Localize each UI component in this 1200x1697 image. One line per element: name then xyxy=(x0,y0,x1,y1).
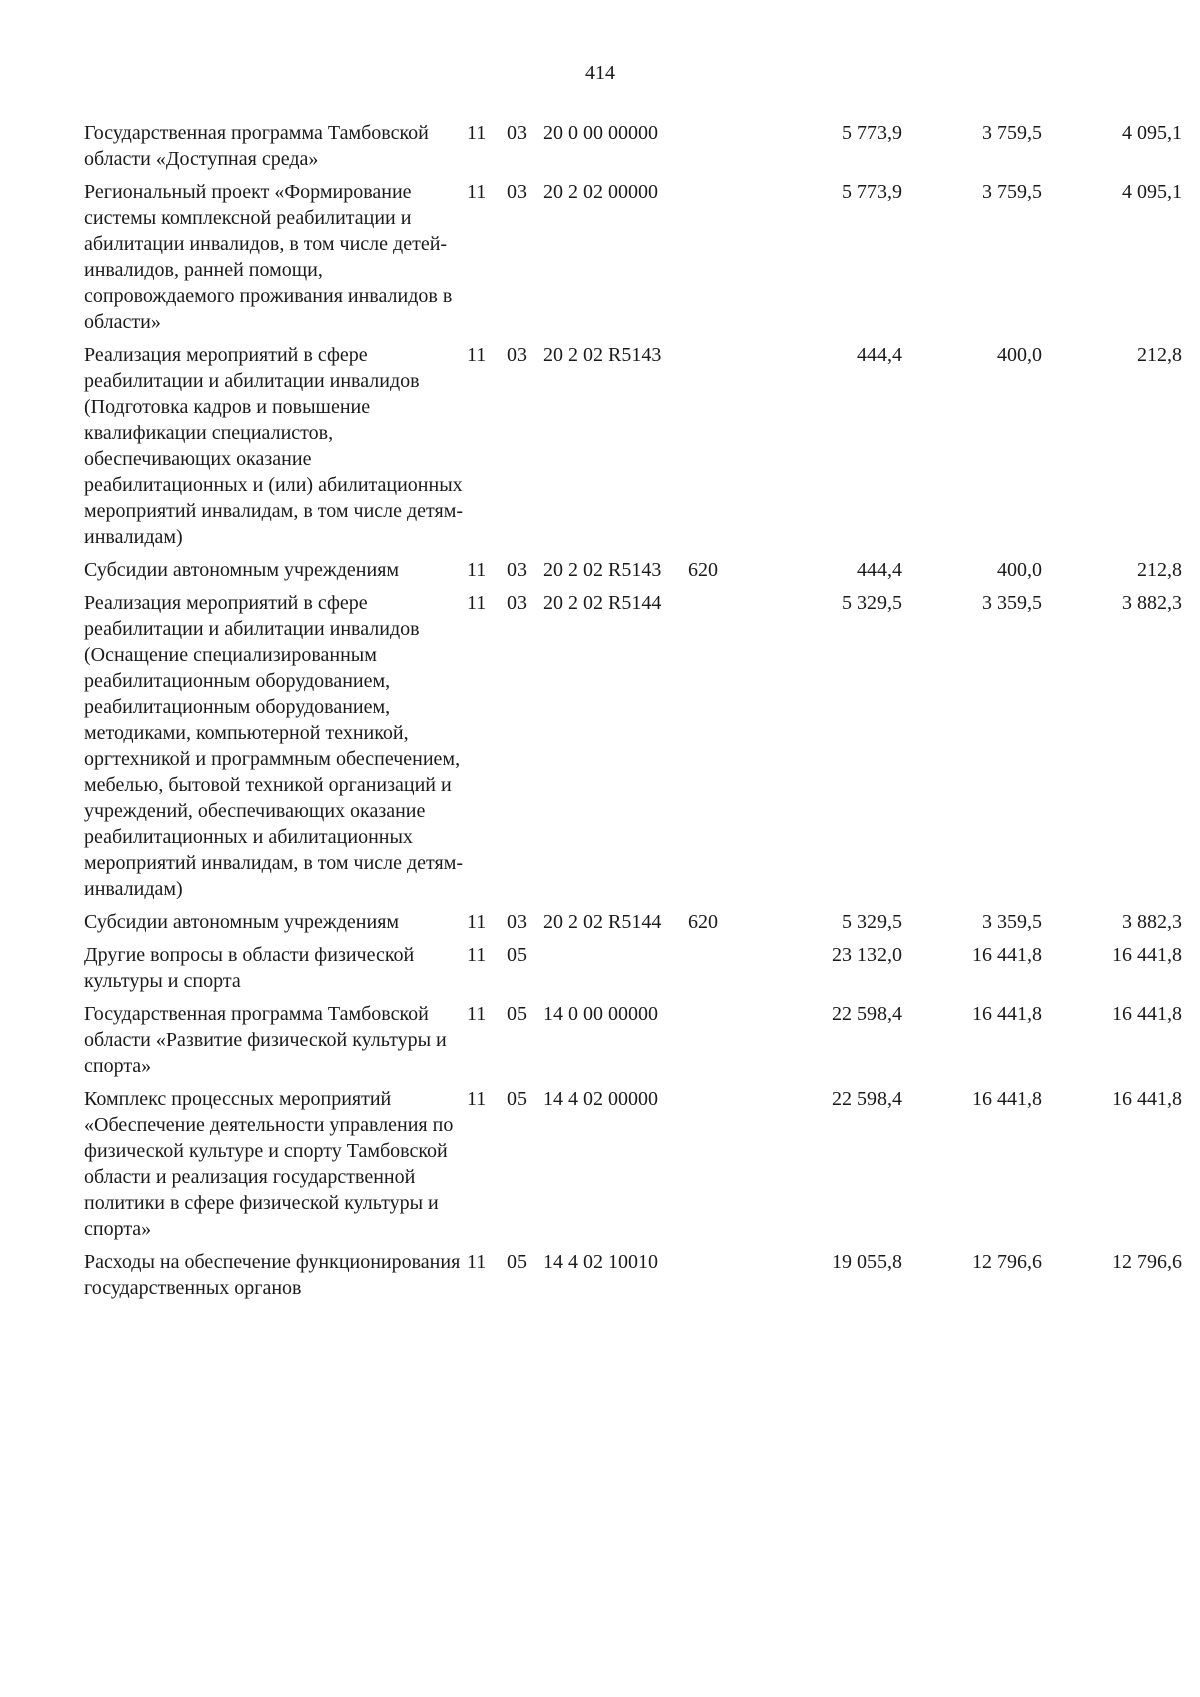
row-expense-type xyxy=(688,942,740,1001)
row-code: 20 2 02 R5143 xyxy=(543,344,662,366)
row-value-1: 5 329,5 xyxy=(842,911,902,933)
row-value-3: 4 095,1 xyxy=(1122,122,1182,144)
row-subsection: 05 xyxy=(507,944,527,966)
table-row xyxy=(84,909,1182,942)
row-expense-type xyxy=(688,1249,740,1308)
row-value-1: 5 329,5 xyxy=(842,592,902,614)
row-subsection: 03 xyxy=(507,911,527,933)
row-code: 20 2 02 R5144 xyxy=(543,592,662,614)
row-section: 11 xyxy=(467,944,487,966)
row-code: 14 4 02 00000 xyxy=(543,1088,658,1110)
row-section: 11 xyxy=(467,911,487,933)
row-section: 11 xyxy=(467,181,487,203)
row-name: Другие вопросы в области физической культуры и спорта xyxy=(84,944,415,992)
row-value-1: 22 598,4 xyxy=(832,1003,902,1025)
row-value-1: 444,4 xyxy=(857,559,902,581)
row-subsection: 03 xyxy=(507,592,527,614)
row-name: Субсидии автономным учреждениям xyxy=(84,559,400,581)
row-name: Комплекс процессных мероприятий «Обеспечение деятельности управления по физической культуре и спорту Тамбовской области и реализация государственной политики в сфере физической культуры и спорта» xyxy=(84,1088,454,1240)
row-value-2: 16 441,8 xyxy=(972,1088,1042,1110)
row-name: Государственная программа Тамбовской области «Доступная среда» xyxy=(84,122,429,170)
table-row xyxy=(84,1249,1182,1308)
row-expense-type: 620 xyxy=(688,911,718,933)
row-value-2: 3 759,5 xyxy=(982,122,1042,144)
row-code xyxy=(543,942,688,1001)
row-section: 11 xyxy=(467,592,487,614)
row-name: Государственная программа Тамбовской области «Развитие физической культуры и спорта» xyxy=(84,1003,447,1077)
row-value-2: 400,0 xyxy=(997,344,1042,366)
row-subsection: 03 xyxy=(507,122,527,144)
row-code: 20 2 02 00000 xyxy=(543,181,658,203)
row-section: 11 xyxy=(467,1088,487,1110)
row-section: 11 xyxy=(467,344,487,366)
row-code: 14 0 00 00000 xyxy=(543,1003,658,1025)
row-section: 11 xyxy=(467,1251,487,1273)
row-value-2: 16 441,8 xyxy=(972,944,1042,966)
row-value-3: 3 882,3 xyxy=(1122,592,1182,614)
row-expense-type xyxy=(688,1001,740,1086)
row-value-3: 212,8 xyxy=(1137,344,1182,366)
row-subsection: 05 xyxy=(507,1251,527,1273)
row-subsection: 03 xyxy=(507,181,527,203)
row-value-3: 4 095,1 xyxy=(1122,181,1182,203)
row-value-1: 19 055,8 xyxy=(832,1251,902,1273)
table-row xyxy=(84,342,1182,557)
row-code: 20 2 02 R5143 xyxy=(543,559,662,581)
table-row xyxy=(84,942,1182,1001)
row-value-1: 23 132,0 xyxy=(832,944,902,966)
row-name: Региональный проект «Формирование системы комплексной реабилитации и абилитации инвалидов, в том числе детей-инвалидов, ранней помощи, сопровождаемого проживания инвалидов в области» xyxy=(84,181,453,333)
row-code: 20 0 00 00000 xyxy=(543,122,658,144)
row-subsection: 03 xyxy=(507,344,527,366)
row-expense-type: 620 xyxy=(688,559,718,581)
row-section: 11 xyxy=(467,559,487,581)
table-row xyxy=(84,120,1182,179)
row-value-3: 16 441,8 xyxy=(1112,1003,1182,1025)
row-section: 11 xyxy=(467,122,487,144)
budget-table xyxy=(84,120,1182,1308)
table-row xyxy=(84,179,1182,342)
page-number: 414 xyxy=(585,62,615,84)
row-value-3: 12 796,6 xyxy=(1112,1251,1182,1273)
row-code: 20 2 02 R5144 xyxy=(543,911,662,933)
row-value-2: 3 359,5 xyxy=(982,592,1042,614)
row-value-2: 400,0 xyxy=(997,559,1042,581)
row-value-3: 212,8 xyxy=(1137,559,1182,581)
row-value-3: 3 882,3 xyxy=(1122,911,1182,933)
row-name: Реализация мероприятий в сфере реабилитации и абилитации инвалидов (Оснащение специализированным реабилитационным оборудованием, реабилитационным оборудованием, методиками, компьютерной техникой, оргтехникой и программным обеспечением, мебелью, бытовой техникой организаций и учреждений, обеспечивающих оказание реабилитационных и абилитационных мероприятий инвалидам, в том числе детям-инвалидам) xyxy=(84,592,464,900)
table-row xyxy=(84,1086,1182,1249)
row-section: 11 xyxy=(467,1003,487,1025)
row-name: Субсидии автономным учреждениям xyxy=(84,911,400,933)
row-value-3: 16 441,8 xyxy=(1112,1088,1182,1110)
row-subsection: 05 xyxy=(507,1003,527,1025)
row-name: Реализация мероприятий в сфере реабилитации и абилитации инвалидов (Подготовка кадров и повышение квалификации специалистов, обеспечивающих оказание реабилитационных и (или) абилитационных мероприятий инвалидам, в том числе детям-инвалидам) xyxy=(84,344,464,548)
row-expense-type xyxy=(688,179,740,342)
row-expense-type xyxy=(688,342,740,557)
row-value-2: 3 759,5 xyxy=(982,181,1042,203)
row-value-1: 444,4 xyxy=(857,344,902,366)
row-expense-type xyxy=(688,120,740,179)
row-value-1: 22 598,4 xyxy=(832,1088,902,1110)
row-expense-type xyxy=(688,1086,740,1249)
row-value-1: 5 773,9 xyxy=(842,122,902,144)
row-subsection: 05 xyxy=(507,1088,527,1110)
table-row xyxy=(84,1001,1182,1086)
row-subsection: 03 xyxy=(507,559,527,581)
row-code: 14 4 02 10010 xyxy=(543,1251,658,1273)
row-value-2: 12 796,6 xyxy=(972,1251,1042,1273)
table-row xyxy=(84,590,1182,909)
row-value-1: 5 773,9 xyxy=(842,181,902,203)
table-row xyxy=(84,557,1182,590)
row-value-2: 16 441,8 xyxy=(972,1003,1042,1025)
row-expense-type xyxy=(688,590,740,909)
row-name: Расходы на обеспечение функционирования государственных органов xyxy=(84,1251,461,1299)
row-value-2: 3 359,5 xyxy=(982,911,1042,933)
row-value-3: 16 441,8 xyxy=(1112,944,1182,966)
